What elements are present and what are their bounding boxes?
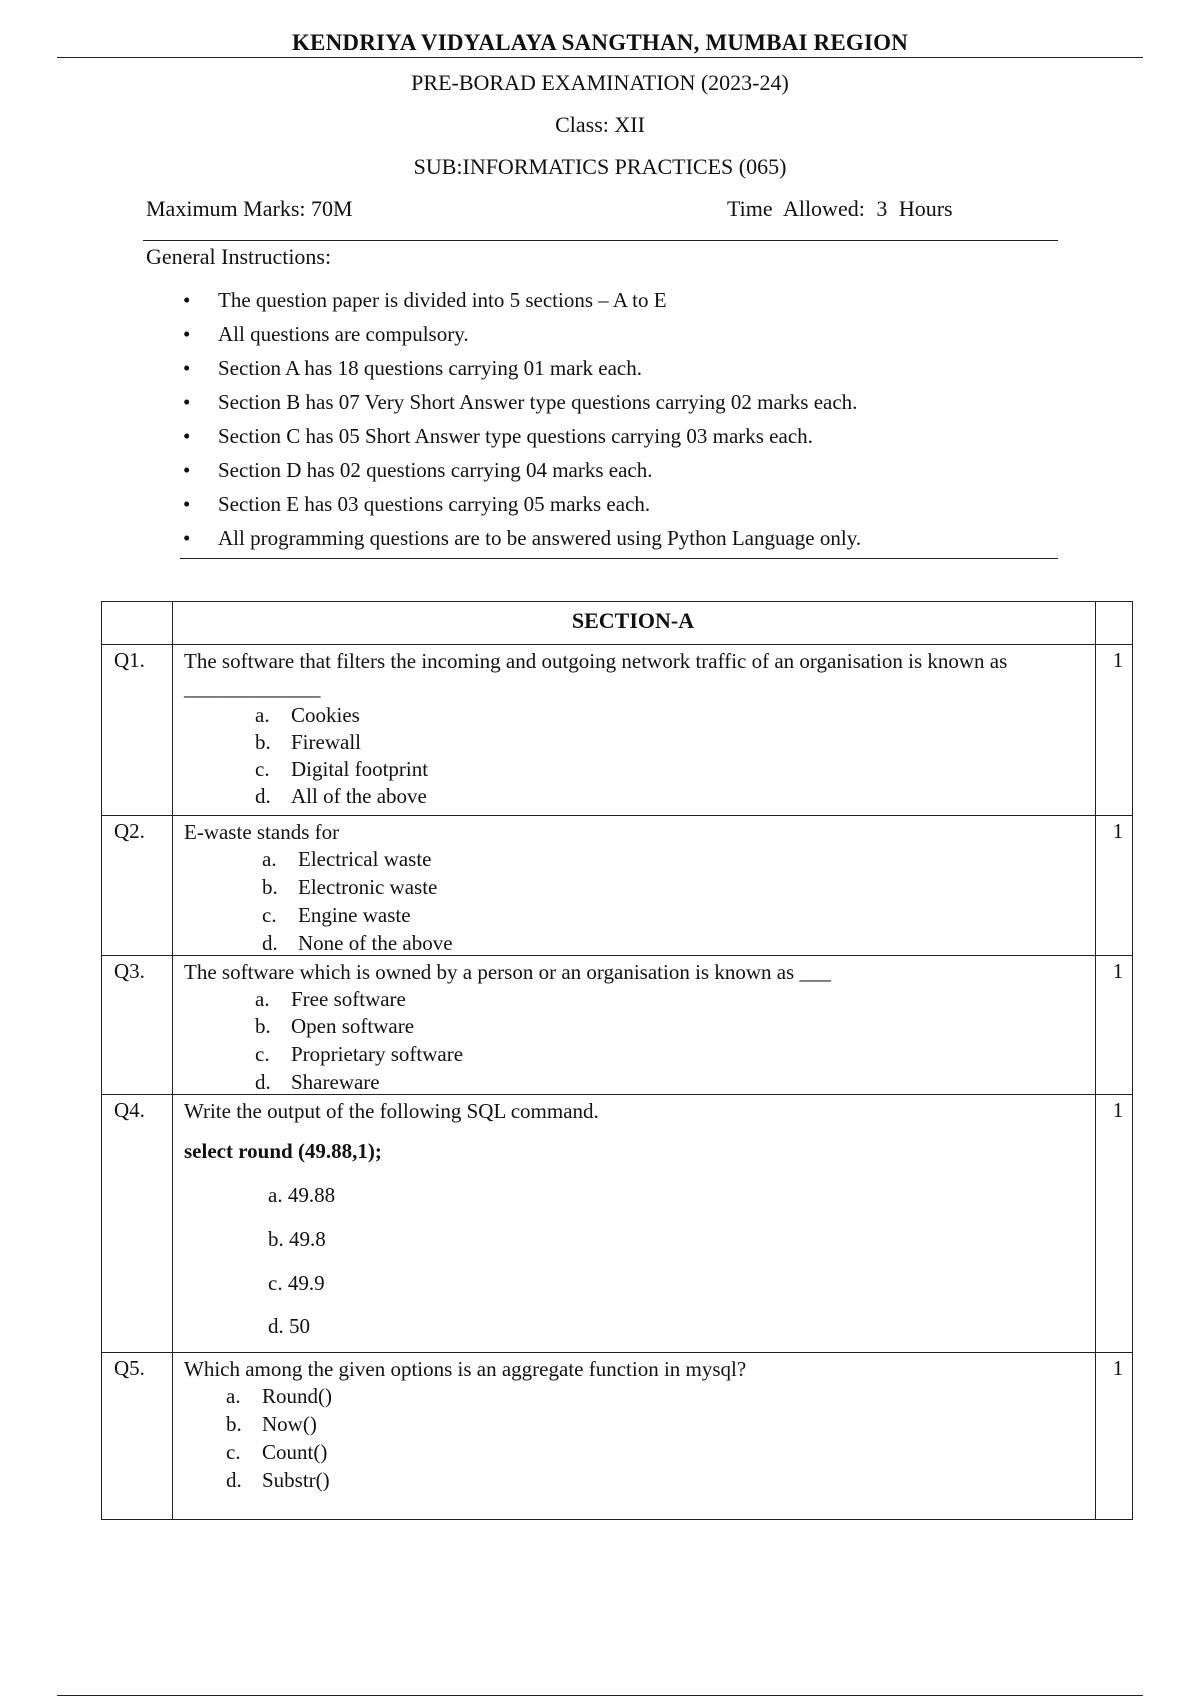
option-text: Digital footprint: [291, 757, 429, 781]
option-item: [255, 1069, 380, 1096]
option-label: d.: [226, 1468, 242, 1492]
top-rule: [57, 57, 1143, 58]
option-label: c.: [226, 1440, 241, 1464]
option-text: Proprietary software: [291, 1042, 464, 1066]
instruction-item: • The question paper is divided into 5 sections – A to E: [183, 283, 861, 317]
row-divider: [102, 1352, 1132, 1353]
option-label: b.: [255, 730, 271, 754]
option-label: d.: [255, 784, 271, 808]
question-text: Which among the given options is an aggregate function in mysql?: [184, 1357, 747, 1381]
question-marks: 1: [1112, 959, 1124, 983]
question-row: [102, 959, 1132, 1093]
option-text: All of the above: [291, 784, 427, 808]
option-text: Open software: [291, 1014, 415, 1038]
option-text: Electrical waste: [298, 847, 432, 871]
instructions-rule: [180, 558, 1058, 559]
question-row: [102, 1098, 1132, 1350]
instructions-title: General Instructions:: [146, 244, 332, 269]
option-item: [255, 1041, 463, 1068]
option-label: d.: [255, 1070, 271, 1094]
option-text: 49.88: [287, 1183, 336, 1207]
option-item: [255, 783, 427, 810]
question-number: Q5.: [114, 1356, 145, 1380]
question-marks: 1: [1112, 648, 1124, 672]
option-text: Electronic waste: [298, 875, 438, 899]
option-item: [255, 1013, 414, 1040]
option-text: Free software: [291, 987, 406, 1011]
question-marks: 1: [1112, 1098, 1124, 1122]
question-row: [102, 1356, 1132, 1516]
option-label: c.: [255, 1042, 270, 1066]
option-item: [226, 1439, 327, 1466]
instruction-item: • Section B has 07 Very Short Answer type questions carrying 02 marks each.: [183, 385, 861, 419]
question-row: [102, 819, 1132, 953]
question-number: Q2.: [114, 819, 145, 843]
option-text: None of the above: [298, 931, 453, 955]
instruction-item: • Section E has 03 questions carrying 05 marks each.: [183, 487, 861, 521]
option-text: Substr(): [262, 1468, 330, 1492]
row-divider: [102, 815, 1132, 816]
question-marks: 1: [1112, 819, 1124, 843]
option-label: b.: [268, 1227, 284, 1251]
question-table: [101, 601, 1133, 1520]
option-label: b.: [226, 1412, 242, 1436]
option-label: b.: [262, 875, 278, 899]
option-text: 49.8: [289, 1227, 326, 1251]
option-label: b.: [255, 1014, 271, 1038]
option-label: a.: [262, 847, 277, 871]
question-marks: 1: [1112, 1356, 1124, 1380]
row-divider: [102, 644, 1132, 645]
time-allowed: Time Allowed: 3 Hours: [727, 196, 953, 221]
subject-label: SUB:INFORMATICS PRACTICES (065): [413, 154, 787, 179]
option-label: a.: [255, 987, 270, 1011]
option-text: Count(): [262, 1440, 328, 1464]
instruction-item: • All programming questions are to be answered using Python Language only.: [183, 521, 861, 555]
option-label: d.: [268, 1314, 284, 1338]
option-item: [262, 930, 453, 957]
section-heading: SECTION-A: [571, 608, 695, 633]
question-text: The software that filters the incoming and outgoing network traffic of an organisation is known as _____________: [184, 649, 1008, 700]
option-item: [255, 986, 406, 1013]
question-number: Q3.: [114, 959, 145, 983]
option-item: [226, 1383, 332, 1410]
option-item: [255, 729, 361, 756]
option-text: Engine waste: [298, 903, 411, 927]
organisation-title: KENDRIYA VIDYALAYA SANGTHAN, MUMBAI REGION: [291, 30, 909, 55]
question-text: Write the output of the following SQL command.: [184, 1099, 599, 1123]
instruction-item: • All questions are compulsory.: [183, 317, 861, 351]
option-item: [268, 1313, 310, 1340]
option-item: [262, 874, 437, 901]
header-rule: [143, 240, 1058, 241]
instruction-item: • Section A has 18 questions carrying 01 mark each.: [183, 351, 861, 385]
sql-command: select round (49.88,1);: [184, 1139, 382, 1163]
option-text: 49.9: [287, 1271, 325, 1295]
question-number: Q4.: [114, 1098, 145, 1122]
option-label: c.: [262, 903, 277, 927]
question-number: Q1.: [114, 648, 145, 672]
option-item: [262, 902, 411, 929]
question-text: The software which is owned by a person or an organisation is known as ___: [184, 960, 831, 984]
option-item: [255, 702, 360, 729]
option-item: [226, 1467, 330, 1494]
option-item: [226, 1411, 317, 1438]
footer-rule: [57, 1695, 1143, 1696]
option-item: [255, 756, 428, 783]
option-label: c.: [255, 757, 270, 781]
option-item: [268, 1270, 325, 1297]
exam-title: PRE-BORAD EXAMINATION (2023-24): [411, 70, 789, 95]
instructions-list: [183, 283, 861, 555]
option-label: d.: [262, 931, 278, 955]
option-text: Round(): [262, 1384, 332, 1408]
option-label: a.: [255, 703, 270, 727]
option-text: Shareware: [291, 1070, 380, 1094]
option-item: [268, 1182, 335, 1209]
option-text: Firewall: [291, 730, 361, 754]
option-label: a.: [226, 1384, 241, 1408]
option-text: Now(): [262, 1412, 317, 1436]
option-text: Cookies: [291, 703, 360, 727]
option-label: c.: [268, 1271, 283, 1295]
option-text: 50: [289, 1314, 310, 1338]
option-label: a.: [268, 1183, 283, 1207]
instruction-item: • Section C has 05 Short Answer type questions carrying 03 marks each.: [183, 419, 861, 453]
class-label: Class: XII: [555, 112, 645, 137]
question-row: [102, 648, 1132, 813]
question-text: E-waste stands for: [184, 820, 340, 844]
max-marks: Maximum Marks: 70M: [146, 196, 353, 221]
row-divider: [102, 955, 1132, 956]
instruction-item: • Section D has 02 questions carrying 04 marks each.: [183, 453, 861, 487]
option-item: [268, 1226, 326, 1253]
option-item: [262, 846, 432, 873]
